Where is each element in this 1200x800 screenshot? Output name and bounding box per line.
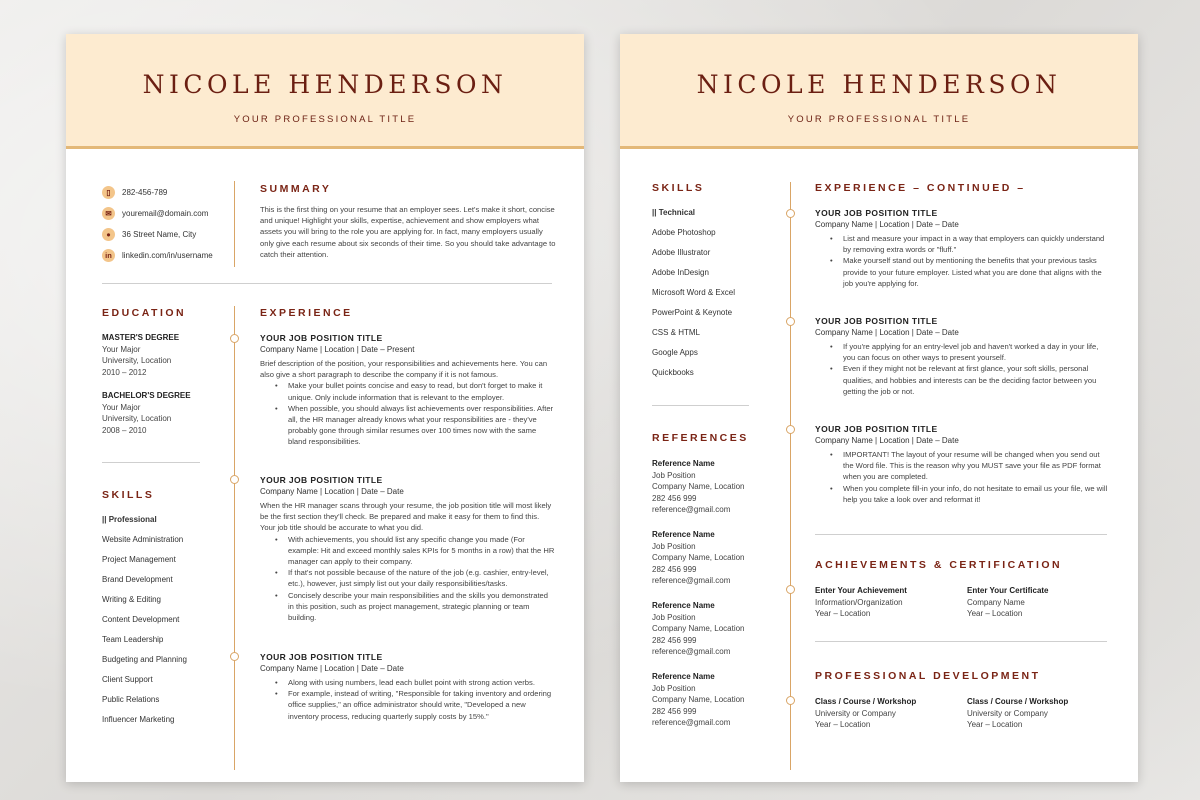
certificate-company: Company Name [967, 597, 1025, 607]
reference-name: Reference Name [652, 672, 715, 681]
skill-item: Adobe Photoshop [652, 228, 716, 237]
reference-email: reference@gmail.com [652, 647, 731, 656]
job-bullets [815, 233, 1109, 289]
skill-item: Public Relations [102, 695, 160, 704]
reference-position: Job Position [652, 683, 696, 693]
skill-item: Quickbooks [652, 368, 694, 377]
certificate-year: Year – Location [967, 609, 1023, 618]
contact-address [102, 228, 196, 241]
skill-item: Microsoft Word & Excel [652, 288, 735, 297]
skill-item: Adobe InDesign [652, 268, 709, 277]
email-icon: ✉ [102, 207, 115, 220]
job-title: YOUR JOB POSITION TITLE [260, 652, 383, 662]
course-org: University or Company [967, 708, 1048, 718]
skill-item: CSS & HTML [652, 328, 701, 337]
job-bullet: • Even if they might not be relevant at first glance, your soft skills, personal qualities, and hobbies and interests can be the deciding factor between you getting the job or not. [815, 363, 1109, 397]
degree-major: Your Major [102, 402, 141, 412]
reference-company: Company Name, Location [652, 482, 745, 491]
achievements-heading: ACHIEVEMENTS & CERTIFICATION [815, 559, 1063, 571]
job-bullet: • With achievements, you should list any specific change you made (For example: Hit and exceed monthly sales KPIs for 5 months in a row) that the HR manager can apply to their company. [260, 534, 556, 568]
skill-item: Google Apps [652, 348, 698, 357]
certificate-item [967, 585, 1112, 620]
education-item [102, 332, 222, 378]
section-divider [102, 283, 552, 284]
job-meta: Company Name | Location | Date – Present [260, 345, 415, 354]
achievement-title: Enter Your Achievement [815, 586, 907, 595]
job-bullet: • When you complete fill-in your info, do not hesitate to email us your file, we will help you take a look over and reformat it! [815, 483, 1109, 505]
reference-name: Reference Name [652, 530, 715, 539]
section-divider [815, 641, 1107, 642]
reference-phone: 282 456 999 [652, 706, 697, 716]
education-heading: EDUCATION [102, 307, 187, 319]
reference-company: Company Name, Location [652, 553, 745, 562]
reference-name: Reference Name [652, 459, 715, 468]
resume-page-2 [620, 34, 1138, 782]
skill-item: Content Development [102, 615, 180, 624]
job-meta: Company Name | Location | Date – Date [815, 220, 959, 229]
achievement-item [815, 585, 960, 620]
degree-years: 2008 – 2010 [102, 425, 147, 435]
job-meta: Company Name | Location | Date – Date [815, 328, 959, 337]
reference-phone: 282 456 999 [652, 493, 697, 503]
reference-item [652, 529, 782, 587]
skill-item: Adobe Illustrator [652, 248, 711, 257]
job-title: YOUR JOB POSITION TITLE [815, 316, 938, 326]
job-title: YOUR JOB POSITION TITLE [815, 208, 938, 218]
summary-divider [234, 181, 235, 267]
certificate-title: Enter Your Certificate [967, 586, 1049, 595]
degree-school: University, Location [102, 414, 172, 423]
location-icon: ● [102, 228, 115, 241]
job-entry [260, 652, 556, 722]
job-title: YOUR JOB POSITION TITLE [260, 333, 383, 343]
job-entry [260, 333, 556, 448]
contact-address-text: 36 Street Name, City [122, 230, 197, 239]
job-bullets [260, 534, 556, 624]
timeline-dot [230, 334, 239, 343]
timeline-dot [786, 585, 795, 594]
reference-position: Job Position [652, 541, 696, 551]
references-heading: REFERENCES [652, 432, 749, 444]
skills-list [652, 208, 782, 388]
job-meta: Company Name | Location | Date – Date [815, 436, 959, 445]
job-description: Brief description of the position, your responsibilities and achievements here. You can also give a short paragraph to describe the company if it is not famous. [260, 359, 548, 380]
reference-email: reference@gmail.com [652, 505, 731, 514]
timeline-dot [230, 652, 239, 661]
timeline-dot [786, 209, 795, 218]
skill-item: Project Management [102, 555, 176, 564]
timeline-dot [786, 696, 795, 705]
job-description: When the HR manager scans through your resume, the job position title will most likely be the first section they'll check. Be prepared and make it easy for them to find this. Your job title should be accurate to what you did. [260, 501, 552, 533]
experience-timeline [790, 182, 791, 770]
skill-item: Writing & Editing [102, 595, 161, 604]
reference-company: Company Name, Location [652, 695, 745, 704]
resume-name: NICOLE HENDERSON [696, 70, 1062, 99]
contact-phone-text: 282-456-789 [122, 188, 168, 197]
experience-heading: EXPERIENCE [260, 307, 353, 319]
job-bullet: • Along with using numbers, lead each bullet point with strong action verbs. [260, 677, 556, 688]
development-heading: PROFESSIONAL DEVELOPMENT [815, 670, 1041, 682]
skill-item: Brand Development [102, 575, 173, 584]
job-bullets [260, 380, 556, 447]
achievement-year: Year – Location [815, 609, 871, 618]
job-bullets [815, 449, 1109, 505]
job-bullet: • List and measure your impact in a way that employers can quickly understand by removing extra words or "fluff." [815, 233, 1109, 255]
course-title: Class / Course / Workshop [815, 697, 917, 706]
reference-email: reference@gmail.com [652, 576, 731, 585]
resume-name: NICOLE HENDERSON [142, 70, 508, 99]
development-item [967, 696, 1112, 731]
timeline-dot [230, 475, 239, 484]
skill-item: Team Leadership [102, 635, 164, 644]
job-bullet: • If that's not possible because of the nature of the job (e.g. cashier, entry-level, etc.), however, just simply list out your daily responsibilities/tasks. [260, 567, 556, 589]
course-year: Year – Location [967, 720, 1023, 729]
degree-major: Your Major [102, 344, 141, 354]
reference-position: Job Position [652, 612, 696, 622]
skill-item: Client Support [102, 675, 153, 684]
skill-item: Website Administration [102, 535, 184, 544]
contact-email-text: youremail@domain.com [122, 209, 209, 218]
job-title: YOUR JOB POSITION TITLE [260, 475, 383, 485]
job-bullet: • If you're applying for an entry-level job and haven't worked a day in your life, you can focus on other ways to present yourself. [815, 341, 1109, 363]
job-entry [815, 424, 1109, 505]
summary-text: This is the first thing on your resume that an employer sees. Let's make it short, concise and unique! Highlight your skills, expertise, achievement and show employers what assets you will bring to the role you are applying for. In fact, many employers usually only give each resume about six seconds of their time. So you should take advantage to catch their attention. [260, 205, 556, 259]
contact-phone [102, 186, 167, 199]
development-item [815, 696, 960, 731]
summary-heading: SUMMARY [260, 183, 332, 195]
resume-page-1 [66, 34, 584, 782]
resume-title: YOUR PROFESSIONAL TITLE [787, 114, 971, 125]
reference-phone: 282 456 999 [652, 564, 697, 574]
skills-heading: SKILLS [652, 182, 705, 194]
job-bullets [260, 677, 556, 722]
job-bullet: • For example, instead of writing, "Responsible for taking inventory and ordering office supplies," an office administrator should write, "Developed a new inventory process, reducing quarterly supply costs by 15%." [260, 688, 556, 722]
skills-list [102, 515, 232, 735]
achievement-org: Information/Organization [815, 597, 903, 607]
section-divider [815, 534, 1107, 535]
reference-item [652, 671, 782, 729]
skills-heading: SKILLS [102, 489, 155, 501]
reference-name: Reference Name [652, 601, 715, 610]
skills-group-label: || Professional [102, 515, 157, 524]
degree-school: University, Location [102, 356, 172, 365]
skill-item: Budgeting and Planning [102, 655, 187, 664]
experience-timeline [234, 306, 235, 770]
section-divider [102, 462, 200, 463]
job-entry [815, 208, 1109, 289]
course-title: Class / Course / Workshop [967, 697, 1069, 706]
course-year: Year – Location [815, 720, 871, 729]
job-bullet: • Concisely describe your main responsibilities and the skills you demonstrated in this position, such as project management, strategic planning or team building. [260, 590, 556, 624]
resume-title: YOUR PROFESSIONAL TITLE [233, 114, 417, 125]
reference-email: reference@gmail.com [652, 718, 731, 727]
job-entry [260, 475, 556, 623]
skill-item: PowerPoint & Keynote [652, 308, 733, 317]
course-org: University or Company [815, 708, 896, 718]
degree-years: 2010 – 2012 [102, 367, 147, 377]
degree-name: MASTER'S DEGREE [102, 333, 180, 342]
linkedin-icon: in [102, 249, 115, 262]
timeline-dot [786, 425, 795, 434]
reference-position: Job Position [652, 470, 696, 480]
reference-item [652, 458, 782, 516]
job-bullet: • When possible, you should always list achievements over responsibilities. After all, the HR manager already knows what your responsibilities are - they've probably gone through similar resumes over 100 times now with the same bland responsibilities. [260, 403, 556, 448]
phone-icon: ▯ [102, 186, 115, 199]
contact-linkedin [102, 249, 213, 262]
resume-header [620, 34, 1138, 149]
experience-continued-heading: EXPERIENCE – CONTINUED – [815, 182, 1026, 194]
job-bullets [815, 341, 1109, 397]
contact-email [102, 207, 208, 220]
job-bullet: • IMPORTANT! The layout of your resume will be changed when you send out the Word file. This is the reason why you MUST save your file as PDF format when you are completed. [815, 449, 1109, 483]
skills-group-label: || Technical [652, 208, 696, 217]
job-bullet: • Make yourself stand out by mentioning the benefits that your previous tasks provide to your future employer. Listed what you are done that aligns with the job you're applying for. [815, 255, 1109, 289]
job-meta: Company Name | Location | Date – Date [260, 664, 404, 673]
reference-company: Company Name, Location [652, 624, 745, 633]
job-bullet: • Make your bullet points concise and easy to read, but don't forget to make it unique. Only include information that is relevant to the employer. [260, 380, 556, 402]
degree-name: BACHELOR'S DEGREE [102, 391, 191, 400]
reference-phone: 282 456 999 [652, 635, 697, 645]
job-title: YOUR JOB POSITION TITLE [815, 424, 938, 434]
skill-item: Influencer Marketing [102, 715, 175, 724]
job-entry [815, 316, 1109, 397]
education-item [102, 390, 222, 436]
section-divider [652, 405, 749, 406]
timeline-dot [786, 317, 795, 326]
contact-linkedin-text: linkedin.com/in/username [122, 251, 213, 260]
reference-item [652, 600, 782, 658]
resume-header [66, 34, 584, 149]
job-meta: Company Name | Location | Date – Date [260, 487, 404, 496]
